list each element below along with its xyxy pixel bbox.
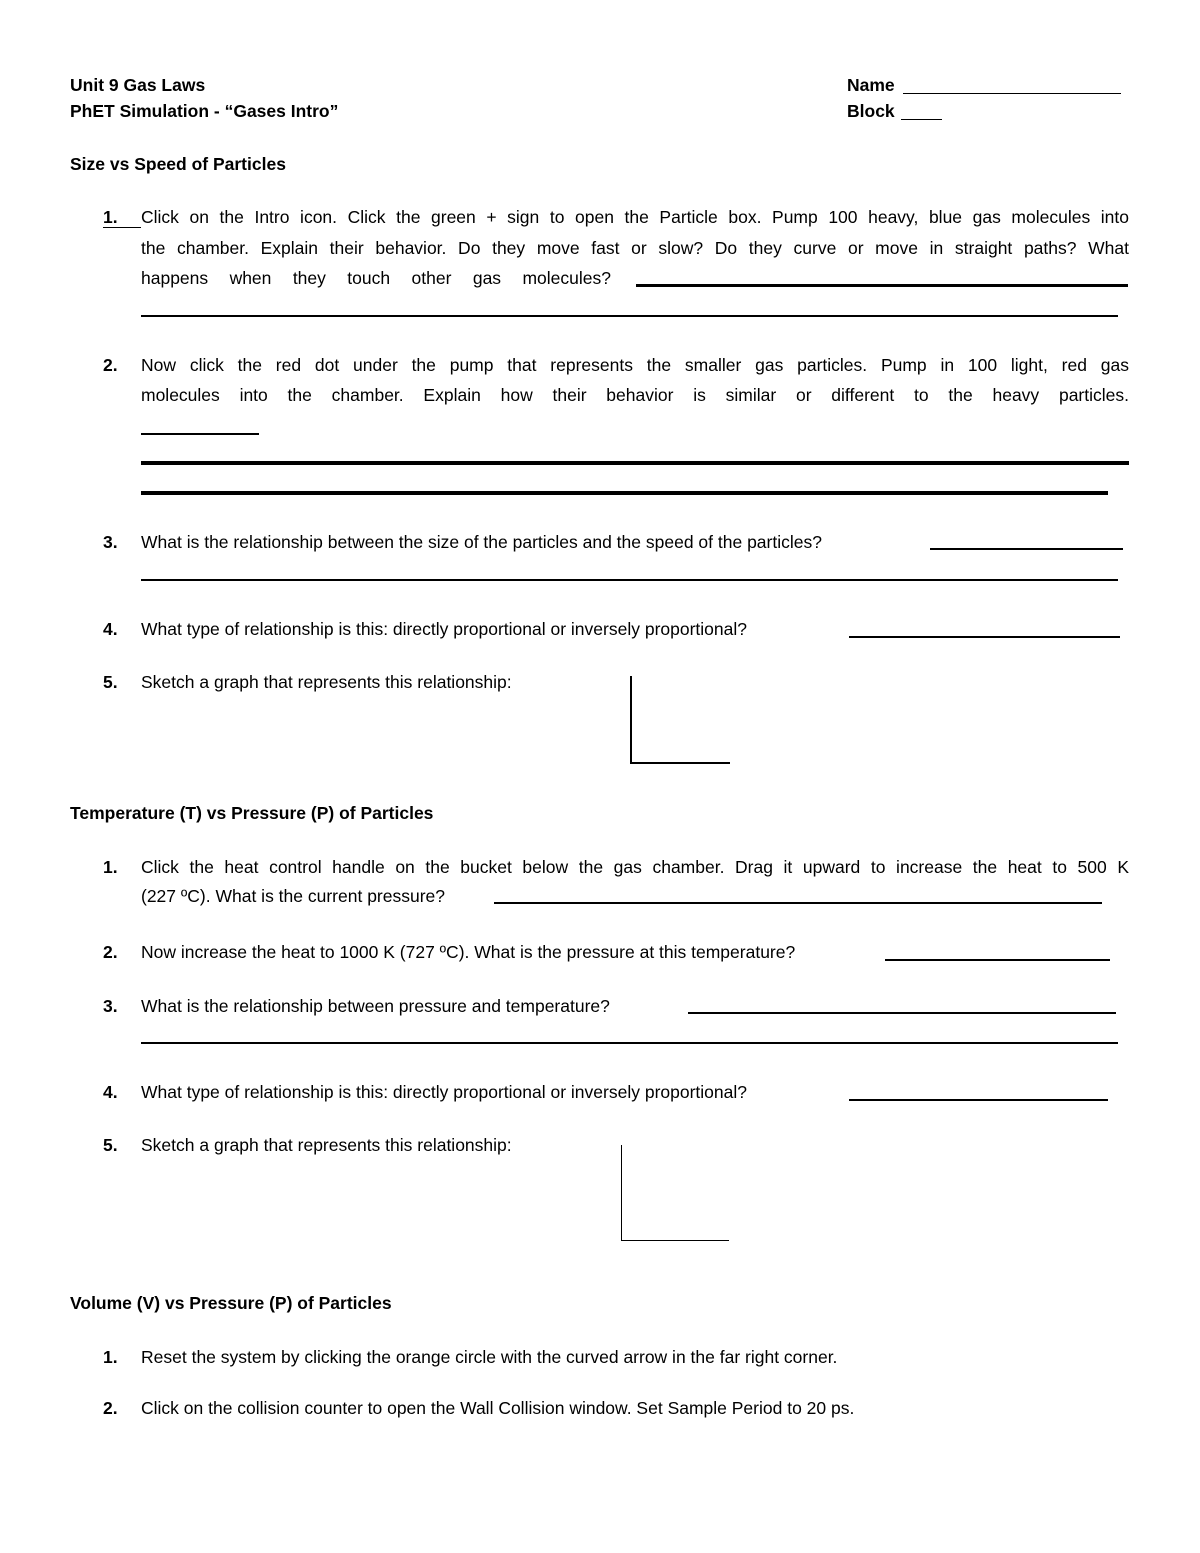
- question-text: What is the relationship between the size of the particles and the speed of the particles?: [141, 532, 822, 552]
- section-title-temperature-pressure: Temperature (T) vs Pressure (P) of Particles: [70, 803, 434, 823]
- answer-line[interactable]: [885, 959, 1110, 961]
- question-number: 4.: [103, 1082, 118, 1102]
- unit-title: Unit 9 Gas Laws: [70, 75, 206, 95]
- question-text: the chamber. Explain their behavior. Do they move fast or slow? Do they curve or move in straight paths? What: [141, 238, 1129, 258]
- question-text: Reset the system by clicking the orange circle with the curved arrow in the far right corner.: [141, 1347, 838, 1367]
- question-text: Click on the collision counter to open the Wall Collision window. Set Sample Period to 20 ps.: [141, 1398, 855, 1418]
- worksheet-subtitle: PhET Simulation - “Gases Intro”: [70, 101, 339, 121]
- answer-line[interactable]: [141, 1042, 1118, 1044]
- question-text: Now click the red dot under the pump that represents the smaller gas particles. Pump in 100 light, red gas: [141, 355, 1129, 375]
- question-text: Now increase the heat to 1000 K (727 ºC). What is the pressure at this temperature?: [141, 942, 796, 962]
- section-title-size-speed: Size vs Speed of Particles: [70, 154, 286, 174]
- number-underline: [103, 227, 141, 228]
- graph-sketch-area[interactable]: [621, 1145, 729, 1241]
- question-number: 1.: [103, 857, 118, 877]
- question-text: molecules into the chamber. Explain how their behavior is similar or different to the heavy particles.: [141, 385, 1129, 405]
- name-label: Name: [847, 75, 895, 95]
- question-text: What is the relationship between pressure and temperature?: [141, 996, 610, 1016]
- question-number: 2.: [103, 942, 118, 962]
- block-field[interactable]: [901, 119, 942, 120]
- graph-sketch-area[interactable]: [630, 676, 730, 764]
- question-number: 2.: [103, 355, 118, 375]
- question-text: Click the heat control handle on the bucket below the gas chamber. Drag it upward to increase the heat to 500 K: [141, 857, 1129, 877]
- block-label: Block: [847, 101, 895, 121]
- question-number: 5.: [103, 672, 118, 692]
- answer-line[interactable]: [141, 579, 1118, 581]
- answer-line[interactable]: [494, 902, 1102, 904]
- answer-line[interactable]: [636, 284, 1128, 287]
- answer-line[interactable]: [141, 315, 1118, 317]
- answer-line[interactable]: [849, 636, 1120, 638]
- answer-line[interactable]: [141, 433, 259, 435]
- question-number: 3.: [103, 996, 118, 1016]
- question-text: Sketch a graph that represents this relationship:: [141, 1135, 512, 1155]
- question-number: 5.: [103, 1135, 118, 1155]
- question-text: (227 ºC). What is the current pressure?: [141, 886, 446, 906]
- name-field[interactable]: [903, 93, 1121, 94]
- question-text: What type of relationship is this: directly proportional or inversely proportional?: [141, 1082, 747, 1102]
- question-number: 3.: [103, 532, 118, 552]
- question-number: 2.: [103, 1398, 118, 1418]
- answer-line[interactable]: [141, 461, 1129, 465]
- question-text: Sketch a graph that represents this relationship:: [141, 672, 512, 692]
- answer-line[interactable]: [688, 1012, 1116, 1014]
- question-text: happens when they touch other gas molecules?: [141, 268, 611, 288]
- answer-line[interactable]: [849, 1099, 1108, 1101]
- question-number: 1.: [103, 207, 118, 227]
- question-text: What type of relationship is this: directly proportional or inversely proportional?: [141, 619, 747, 639]
- answer-line[interactable]: [930, 548, 1123, 550]
- answer-line[interactable]: [141, 491, 1108, 495]
- question-text: Click on the Intro icon. Click the green + sign to open the Particle box. Pump 100 heavy, blue gas molecules into: [141, 207, 1129, 227]
- question-number: 1.: [103, 1347, 118, 1367]
- question-number: 4.: [103, 619, 118, 639]
- section-title-volume-pressure: Volume (V) vs Pressure (P) of Particles: [70, 1293, 392, 1313]
